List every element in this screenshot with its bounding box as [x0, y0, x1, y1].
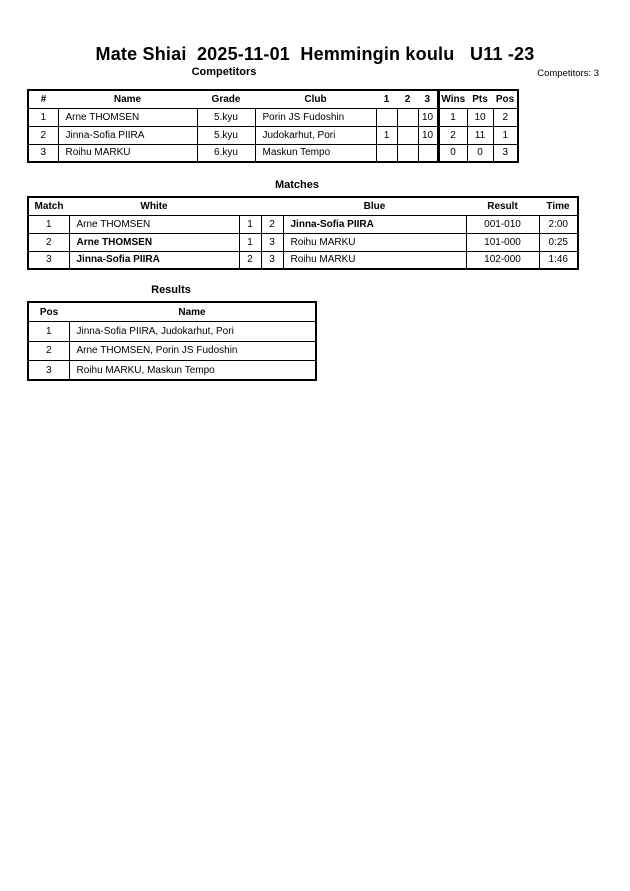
competitors-heading: Competitors [191, 66, 257, 78]
score-vs-3: 10 [418, 108, 438, 126]
match-number: 1 [28, 215, 69, 233]
competitor-grade: 5.kyu [197, 108, 255, 126]
competitor-pos: 2 [493, 108, 518, 126]
competitors-col-opp2: 2 [397, 90, 418, 108]
matches-col-blue-number-spacer [261, 197, 283, 215]
competitor-number: 2 [28, 126, 58, 144]
score-vs-1 [376, 144, 397, 162]
results-header-row [28, 302, 316, 322]
competitor-pos: 3 [493, 144, 518, 162]
competitor-row [28, 144, 518, 162]
white-player-name: Arne THOMSEN [69, 215, 239, 233]
blue-player-number: 2 [261, 215, 283, 233]
competitor-club: Judokarhut, Pori [255, 126, 376, 144]
competitors-col-num: # [28, 90, 58, 108]
competitor-grade: 6.kyu [197, 144, 255, 162]
competitor-wins: 0 [438, 144, 467, 162]
competitor-pos: 1 [493, 126, 518, 144]
competitor-wins: 1 [438, 108, 467, 126]
match-result: 102-000 [466, 251, 539, 269]
competitors-header-row [28, 90, 518, 108]
match-number: 2 [28, 233, 69, 251]
matches-heading: Matches [274, 179, 320, 191]
score-vs-2 [397, 126, 418, 144]
score-vs-1 [376, 108, 397, 126]
match-result: 001-010 [466, 215, 539, 233]
competitors-col-name: Name [58, 90, 197, 108]
match-result: 101-000 [466, 233, 539, 251]
result-name: Arne THOMSEN, Porin JS Fudoshin [69, 341, 316, 361]
competitors-col-wins: Wins [438, 90, 467, 108]
matches-table [27, 196, 579, 270]
blue-player-name: Roihu MARKU [283, 251, 466, 269]
result-name: Roihu MARKU, Maskun Tempo [69, 361, 316, 381]
competitor-grade: 5.kyu [197, 126, 255, 144]
white-player-name: Jinna-Sofia PIIRA [69, 251, 239, 269]
match-time: 0:25 [539, 233, 578, 251]
blue-player-number: 3 [261, 251, 283, 269]
score-vs-2 [397, 144, 418, 162]
score-vs-1: 1 [376, 126, 397, 144]
matches-col-white-number-spacer [239, 197, 261, 215]
competitor-club: Maskun Tempo [255, 144, 376, 162]
result-row [28, 341, 316, 361]
matches-col-time: Time [539, 197, 578, 215]
competitor-name: Roihu MARKU [58, 144, 197, 162]
result-position: 1 [28, 322, 69, 342]
competitors-col-pts: Pts [467, 90, 493, 108]
competitors-col-opp3: 3 [418, 90, 438, 108]
score-vs-3 [418, 144, 438, 162]
competitor-wins: 2 [438, 126, 467, 144]
matches-col-blue: Blue [283, 197, 466, 215]
result-position: 3 [28, 361, 69, 381]
matches-col-match: Match [28, 197, 69, 215]
competitor-row [28, 126, 518, 144]
white-player-number: 1 [239, 233, 261, 251]
match-row [28, 251, 578, 269]
match-row [28, 215, 578, 233]
competitors-col-club: Club [255, 90, 376, 108]
competitors-table [27, 89, 519, 163]
competitors-count-label: Competitors: 3 [537, 68, 599, 79]
blue-player-name: Jinna-Sofia PIIRA [283, 215, 466, 233]
competitor-pts: 10 [467, 108, 493, 126]
match-row [28, 233, 578, 251]
match-time: 1:46 [539, 251, 578, 269]
score-vs-3: 10 [418, 126, 438, 144]
competitor-pts: 0 [467, 144, 493, 162]
competitors-col-pos: Pos [493, 90, 518, 108]
white-player-number: 1 [239, 215, 261, 233]
results-col-pos: Pos [28, 302, 69, 322]
competitors-col-grade: Grade [197, 90, 255, 108]
result-row [28, 322, 316, 342]
result-position: 2 [28, 341, 69, 361]
white-player-number: 2 [239, 251, 261, 269]
competitor-number: 3 [28, 144, 58, 162]
competitor-name: Jinna-Sofia PIIRA [58, 126, 197, 144]
competitors-col-opp1: 1 [376, 90, 397, 108]
matches-col-result: Result [466, 197, 539, 215]
result-row [28, 361, 316, 381]
blue-player-name: Roihu MARKU [283, 233, 466, 251]
results-heading: Results [151, 284, 191, 296]
matches-col-white: White [69, 197, 239, 215]
match-number: 3 [28, 251, 69, 269]
result-name: Jinna-Sofia PIIRA, Judokarhut, Pori [69, 322, 316, 342]
white-player-name: Arne THOMSEN [69, 233, 239, 251]
page-title: Mate Shiai 2025-11-01 Hemmingin koulu U11 -23 [95, 44, 535, 64]
competitor-club: Porin JS Fudoshin [255, 108, 376, 126]
results-table [27, 301, 317, 381]
results-col-name: Name [69, 302, 316, 322]
competitor-row [28, 108, 518, 126]
score-vs-2 [397, 108, 418, 126]
match-time: 2:00 [539, 215, 578, 233]
competitor-pts: 11 [467, 126, 493, 144]
matches-header-row [28, 197, 578, 215]
competitor-name: Arne THOMSEN [58, 108, 197, 126]
competitor-number: 1 [28, 108, 58, 126]
blue-player-number: 3 [261, 233, 283, 251]
